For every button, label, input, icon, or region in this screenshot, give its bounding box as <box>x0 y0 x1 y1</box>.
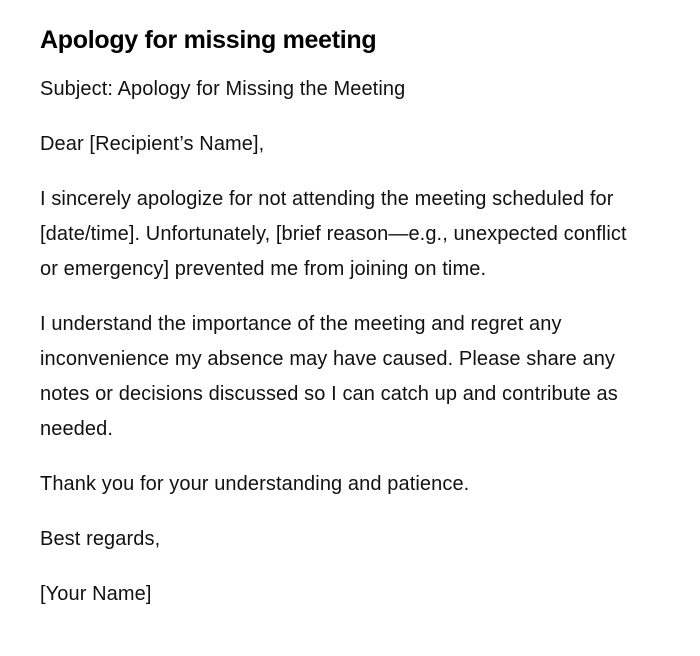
body-paragraph-3: Thank you for your understanding and patience. <box>40 473 470 495</box>
body-paragraph-1: I sincerely apologize for not attending the meeting scheduled for [date/time]. Unfortunately, [brief reason—e.g., unexpected conflict or emergency] prevented me from joining on time. <box>40 188 627 280</box>
signature: [Your Name] <box>40 583 152 605</box>
letter-document <box>40 22 640 632</box>
document-title: Apology for missing meeting <box>40 26 377 54</box>
subject-line: Subject: Apology for Missing the Meeting <box>40 78 406 100</box>
closing: Best regards, <box>40 528 161 550</box>
salutation: Dear [Recipient’s Name], <box>40 133 265 155</box>
body-paragraph-2: I understand the importance of the meeting and regret any inconvenience my absence may have caused. Please share any notes or decisions discussed so I can catch up and contribute as needed. <box>40 313 618 440</box>
